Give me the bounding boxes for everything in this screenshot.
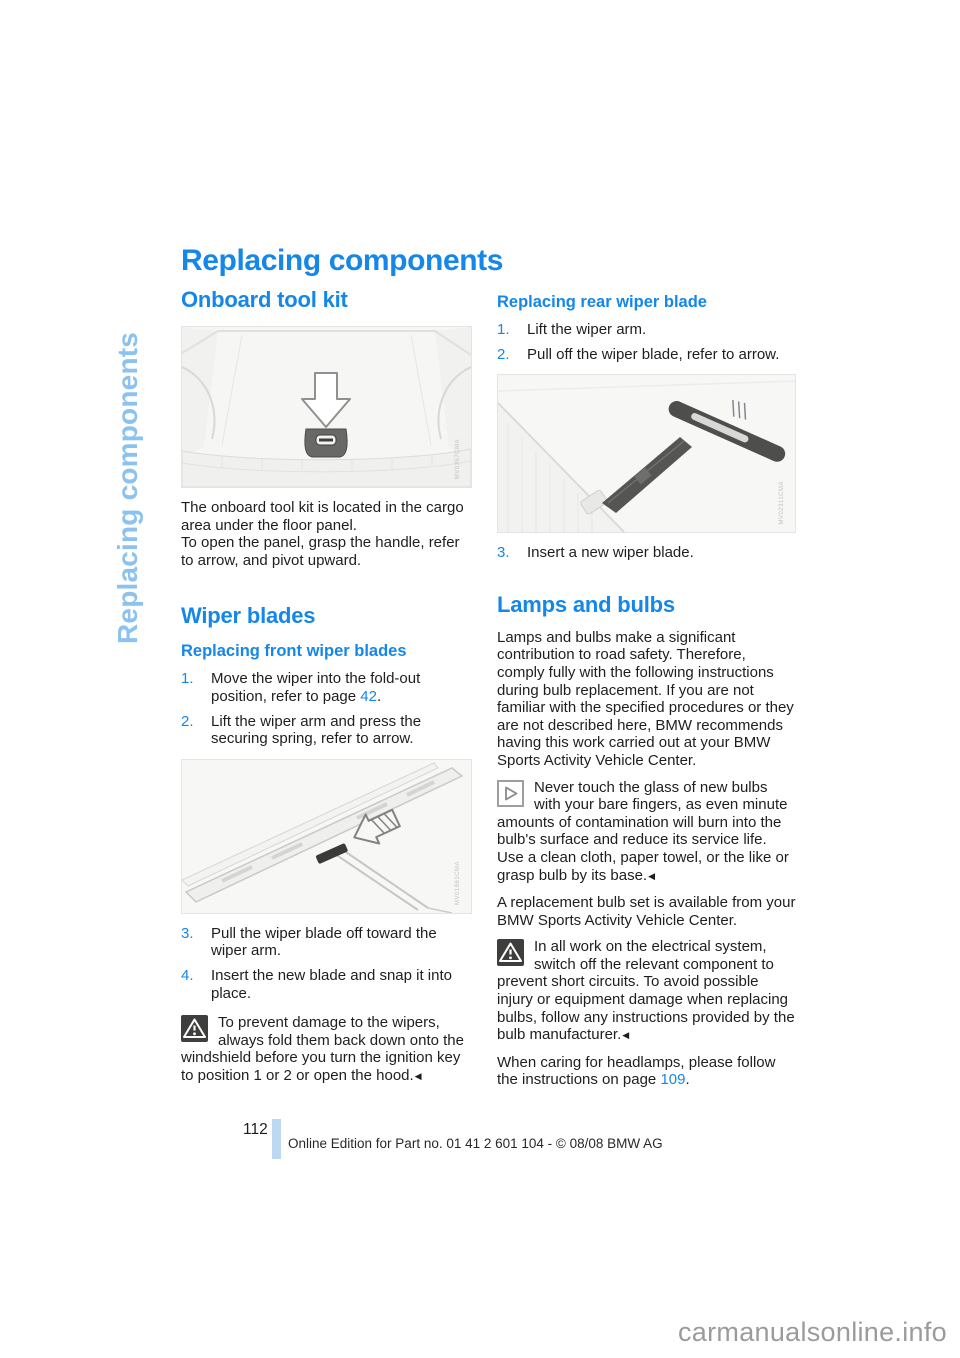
right-column xyxy=(497,288,796,1089)
bulb-set-paragraph: A replacement bulb set is available from your BMW Sports Activity Vehicle Center. xyxy=(497,894,796,929)
watermark: carmanualsonline.info xyxy=(678,1317,947,1347)
step-text: Pull off the wiper blade, refer to arrow. xyxy=(527,345,780,363)
step-number: 1. xyxy=(181,670,194,688)
warning-icon xyxy=(181,1015,208,1042)
page-109-link[interactable]: 109 xyxy=(660,1071,686,1089)
front-wiper-step-2 xyxy=(181,713,472,748)
figure-code: MV02311CMA xyxy=(779,480,786,525)
step-text xyxy=(211,670,472,705)
note-icon xyxy=(497,780,524,807)
end-marker: ◀ xyxy=(414,1070,422,1081)
paragraph-text-pre: When caring for headlamps, please follow the instructions on page xyxy=(497,1053,776,1089)
figure-code: MV0367CMA xyxy=(455,438,462,479)
bulb-glass-note-block xyxy=(497,779,796,886)
page-42-link[interactable]: 42 xyxy=(360,687,377,705)
end-marker: ◀ xyxy=(648,870,656,881)
front-wiper-step-3 xyxy=(181,925,472,960)
footer-accent-bar xyxy=(272,1119,281,1159)
footer-edition-text: Online Edition for Part no. 01 41 2 601 104 - © 08/08 BMW AG xyxy=(288,1136,663,1151)
step-number: 2. xyxy=(497,345,510,363)
step-text-pre: Move the wiper into the fold-out position, refer to page xyxy=(211,670,421,705)
heading-wiper-blades: Wiper blades xyxy=(181,603,316,629)
headlamp-care-paragraph xyxy=(497,1054,796,1089)
figure-rear-wiper xyxy=(497,374,796,533)
heading-rear-wiper-blade: Replacing rear wiper blade xyxy=(497,293,707,311)
cargo-area-illustration xyxy=(182,327,471,487)
end-marker: ◀ xyxy=(622,1030,630,1041)
step-number: 3. xyxy=(181,924,194,942)
step-text: Pull the wiper blade off toward the wiper arm. xyxy=(211,924,437,960)
step-number: 4. xyxy=(181,966,194,984)
heading-lamps-and-bulbs: Lamps and bulbs xyxy=(497,591,675,617)
warning-text: In all work on the electrical system, switch off the relevant component to prevent short circuits. To avoid possible injury or equipment damage when replacing bulbs, follow any instructions provided by the bulb manufacturer. xyxy=(497,938,795,1044)
warning-text: To prevent damage to the wipers, always fold them back down onto the windshield before you turn the ignition key to position 1 or 2 or open the hood. xyxy=(181,1014,464,1084)
left-column xyxy=(181,288,472,1086)
heading-onboard-tool-kit: Onboard tool kit xyxy=(181,287,348,312)
front-wiper-illustration xyxy=(182,760,471,913)
onboard-paragraph-2: To open the panel, grasp the handle, refer to arrow, and pivot upward. xyxy=(181,534,460,569)
step-number: 2. xyxy=(181,712,194,730)
paragraph-text-post: . xyxy=(685,1071,690,1089)
wiper-warning-block xyxy=(181,1014,472,1085)
step-text: Insert the new blade and snap it into place. xyxy=(211,966,452,1002)
electrical-warning-block xyxy=(497,938,796,1045)
rear-wiper-step-3 xyxy=(497,544,796,562)
onboard-paragraph-1: The onboard tool kit is located in the cargo area under the floor panel. xyxy=(181,499,464,534)
step-text: Lift the wiper arm and press the securing spring, refer to arrow. xyxy=(211,712,422,748)
chapter-sidebar-label: Replacing components xyxy=(112,331,143,644)
rear-wiper-step-2 xyxy=(497,346,796,364)
heading-front-wiper-blades: Replacing front wiper blades xyxy=(181,642,407,661)
step-number: 1. xyxy=(497,321,510,338)
figure-front-wiper xyxy=(181,759,472,914)
page-title: Replacing components xyxy=(181,244,504,278)
step-text-post: . xyxy=(376,687,382,705)
step-text: Insert a new wiper blade. xyxy=(527,544,694,562)
step-number: 3. xyxy=(497,544,510,562)
note-text: Never touch the glass of new bulbs with your bare fingers, as even minute amounts of contamination will burn into the bulb's surface and reduce its service life. Use a clean cloth, paper towel, or the like or grasp bulb by its base. xyxy=(497,778,789,884)
step-text: Lift the wiper arm. xyxy=(527,321,647,338)
warning-icon xyxy=(497,939,524,966)
front-wiper-step-4 xyxy=(181,967,472,1002)
front-wiper-step-1 xyxy=(181,670,472,705)
figure-cargo-area xyxy=(181,326,472,488)
rear-wiper-illustration xyxy=(498,375,795,532)
lamps-intro-paragraph: Lamps and bulbs make a significant contribution to road safety. Therefore, comply fully with the following instructions during bulb replacement. If you are not familiar with the specified procedures or they are not described here, BMW recommends having this work carried out at your BMW Sports Activity Vehicle Center. xyxy=(497,628,794,769)
rear-wiper-step-1 xyxy=(497,321,796,339)
page-number: 112 xyxy=(243,1121,268,1138)
figure-code: MV01861CMA xyxy=(455,860,462,905)
